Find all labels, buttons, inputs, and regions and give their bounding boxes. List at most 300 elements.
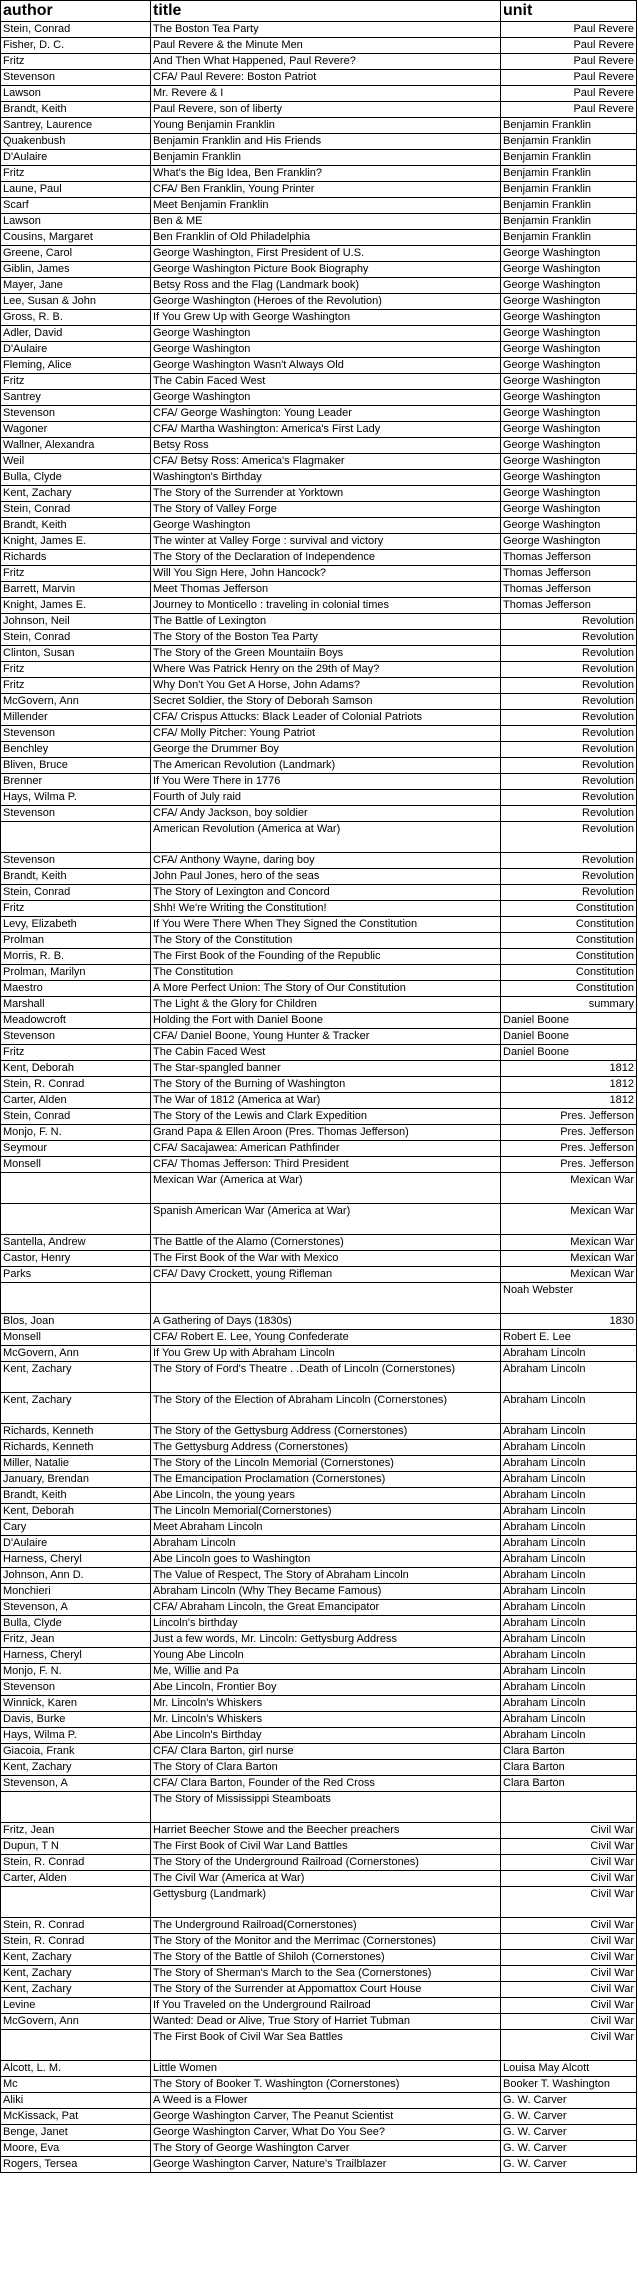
table-row[interactable] <box>1 1362 637 1393</box>
unit-cell[interactable]: Revolution <box>501 853 637 869</box>
table-row[interactable] <box>1 486 637 502</box>
title-cell[interactable]: George Washington <box>151 342 501 358</box>
author-cell[interactable] <box>1 1283 151 1314</box>
unit-cell[interactable]: George Washington <box>501 390 637 406</box>
table-row[interactable] <box>1 662 637 678</box>
title-cell[interactable]: The Star-spangled banner <box>151 1061 501 1077</box>
table-row[interactable] <box>1 438 637 454</box>
author-cell[interactable]: Cousins, Margaret <box>1 230 151 246</box>
author-cell[interactable]: Benge, Janet <box>1 2125 151 2141</box>
title-cell[interactable]: Where Was Patrick Henry on the 29th of May? <box>151 662 501 678</box>
table-row[interactable] <box>1 150 637 166</box>
title-cell[interactable]: The Story of the Underground Railroad (Cornerstones) <box>151 1855 501 1871</box>
title-cell[interactable]: CFA/ Clara Barton, girl nurse <box>151 1744 501 1760</box>
title-cell[interactable]: The Civil War (America at War) <box>151 1871 501 1887</box>
title-cell[interactable]: George Washington Wasn't Always Old <box>151 358 501 374</box>
table-row[interactable] <box>1 1045 637 1061</box>
table-row[interactable] <box>1 1664 637 1680</box>
title-cell[interactable]: Secret Soldier, the Story of Deborah Samson <box>151 694 501 710</box>
unit-cell[interactable]: Benjamin Franklin <box>501 134 637 150</box>
unit-cell[interactable]: George Washington <box>501 422 637 438</box>
title-cell[interactable]: Betsy Ross and the Flag (Landmark book) <box>151 278 501 294</box>
title-cell[interactable]: Paul Revere & the Minute Men <box>151 38 501 54</box>
table-row[interactable] <box>1 566 637 582</box>
table-row[interactable] <box>1 1792 637 1823</box>
title-cell[interactable]: The Cabin Faced West <box>151 374 501 390</box>
unit-cell[interactable]: Abraham Lincoln <box>501 1472 637 1488</box>
author-cell[interactable]: Wagoner <box>1 422 151 438</box>
title-cell[interactable]: The American Revolution (Landmark) <box>151 758 501 774</box>
author-cell[interactable]: Laune, Paul <box>1 182 151 198</box>
author-cell[interactable]: Morris, R. B. <box>1 949 151 965</box>
author-cell[interactable]: Stevenson, A <box>1 1776 151 1792</box>
author-cell[interactable]: Castor, Henry <box>1 1251 151 1267</box>
table-row[interactable] <box>1 1204 637 1235</box>
title-cell[interactable]: The Story of the Lincoln Memorial (Cornerstones) <box>151 1456 501 1472</box>
table-row[interactable] <box>1 1157 637 1173</box>
unit-cell[interactable]: summary <box>501 997 637 1013</box>
table-row[interactable] <box>1 885 637 901</box>
table-row[interactable] <box>1 1552 637 1568</box>
table-row[interactable] <box>1 406 637 422</box>
table-row[interactable] <box>1 678 637 694</box>
title-cell[interactable]: Why Don't You Get A Horse, John Adams? <box>151 678 501 694</box>
table-row[interactable] <box>1 2030 637 2061</box>
unit-cell[interactable]: Abraham Lincoln <box>501 1712 637 1728</box>
title-cell[interactable]: George the Drummer Boy <box>151 742 501 758</box>
unit-cell[interactable]: G. W. Carver <box>501 2141 637 2157</box>
unit-cell[interactable]: Thomas Jefferson <box>501 566 637 582</box>
title-cell[interactable]: Journey to Monticello : traveling in colonial times <box>151 598 501 614</box>
title-cell[interactable]: What's the Big Idea, Ben Franklin? <box>151 166 501 182</box>
title-cell[interactable]: The Story of the Constitution <box>151 933 501 949</box>
unit-cell[interactable]: George Washington <box>501 438 637 454</box>
table-row[interactable] <box>1 230 637 246</box>
title-cell[interactable]: CFA/ Molly Pitcher: Young Patriot <box>151 726 501 742</box>
title-cell[interactable]: The Story of Clara Barton <box>151 1760 501 1776</box>
title-cell[interactable]: Spanish American War (America at War) <box>151 1204 501 1235</box>
unit-cell[interactable]: Abraham Lincoln <box>501 1488 637 1504</box>
author-cell[interactable]: Brandt, Keith <box>1 1488 151 1504</box>
table-row[interactable] <box>1 933 637 949</box>
title-cell[interactable]: The War of 1812 (America at War) <box>151 1093 501 1109</box>
table-row[interactable] <box>1 198 637 214</box>
unit-cell[interactable]: George Washington <box>501 486 637 502</box>
author-cell[interactable]: Kent, Zachary <box>1 1966 151 1982</box>
author-cell[interactable]: Stevenson <box>1 853 151 869</box>
unit-cell[interactable]: George Washington <box>501 310 637 326</box>
unit-cell[interactable]: Revolution <box>501 630 637 646</box>
author-cell[interactable]: Fritz <box>1 1045 151 1061</box>
title-cell[interactable]: Grand Papa & Ellen Aroon (Pres. Thomas Jefferson) <box>151 1125 501 1141</box>
unit-cell[interactable]: Revolution <box>501 710 637 726</box>
title-cell[interactable]: A More Perfect Union: The Story of Our Constitution <box>151 981 501 997</box>
unit-cell[interactable]: Benjamin Franklin <box>501 166 637 182</box>
unit-cell[interactable]: Civil War <box>501 1934 637 1950</box>
unit-cell[interactable]: Abraham Lincoln <box>501 1664 637 1680</box>
author-cell[interactable]: Kent, Zachary <box>1 486 151 502</box>
table-row[interactable] <box>1 2093 637 2109</box>
unit-cell[interactable]: George Washington <box>501 326 637 342</box>
title-cell[interactable]: If You Grew Up with Abraham Lincoln <box>151 1346 501 1362</box>
author-cell[interactable]: Stevenson <box>1 70 151 86</box>
unit-cell[interactable]: Revolution <box>501 885 637 901</box>
author-cell[interactable]: Stein, R. Conrad <box>1 1855 151 1871</box>
table-row[interactable] <box>1 614 637 630</box>
title-cell[interactable]: Young Abe Lincoln <box>151 1648 501 1664</box>
title-cell[interactable]: George Washington <box>151 326 501 342</box>
author-cell[interactable]: January, Brendan <box>1 1472 151 1488</box>
author-cell[interactable]: Levy, Elizabeth <box>1 917 151 933</box>
author-cell[interactable]: Fritz <box>1 678 151 694</box>
title-cell[interactable]: A Gathering of Days (1830s) <box>151 1314 501 1330</box>
title-cell[interactable]: The Story of the Green Mountaiin Boys <box>151 646 501 662</box>
title-cell[interactable]: George Washington <box>151 390 501 406</box>
title-cell[interactable]: Little Women <box>151 2061 501 2077</box>
table-row[interactable] <box>1 1141 637 1157</box>
table-row[interactable] <box>1 1346 637 1362</box>
unit-cell[interactable]: Abraham Lincoln <box>501 1600 637 1616</box>
author-cell[interactable]: Johnson, Ann D. <box>1 1568 151 1584</box>
unit-cell[interactable]: Constitution <box>501 949 637 965</box>
table-row[interactable] <box>1 790 637 806</box>
author-cell[interactable]: Hays, Wilma P. <box>1 790 151 806</box>
title-cell[interactable]: And Then What Happened, Paul Revere? <box>151 54 501 70</box>
title-cell[interactable]: The Story of Sherman's March to the Sea (Cornerstones) <box>151 1966 501 1982</box>
unit-cell[interactable]: Paul Revere <box>501 86 637 102</box>
title-cell[interactable]: Ben Franklin of Old Philadelphia <box>151 230 501 246</box>
title-cell[interactable]: George Washington (Heroes of the Revolution) <box>151 294 501 310</box>
title-cell[interactable]: John Paul Jones, hero of the seas <box>151 869 501 885</box>
unit-cell[interactable] <box>501 1792 637 1823</box>
author-cell[interactable]: Kent, Deborah <box>1 1061 151 1077</box>
title-cell[interactable]: The Emancipation Proclamation (Cornerstones) <box>151 1472 501 1488</box>
title-cell[interactable]: Wanted: Dead or Alive, True Story of Harriet Tubman <box>151 2014 501 2030</box>
unit-cell[interactable]: George Washington <box>501 262 637 278</box>
title-cell[interactable]: George Washington <box>151 518 501 534</box>
title-cell[interactable]: The Battle of the Alamo (Cornerstones) <box>151 1235 501 1251</box>
author-cell[interactable]: Levine <box>1 1998 151 2014</box>
author-cell[interactable]: Stein, Conrad <box>1 1109 151 1125</box>
table-row[interactable] <box>1 1568 637 1584</box>
unit-cell[interactable]: G. W. Carver <box>501 2125 637 2141</box>
table-row[interactable] <box>1 22 637 38</box>
title-cell[interactable]: Meet Benjamin Franklin <box>151 198 501 214</box>
title-cell[interactable]: The Story of the Monitor and the Merrimac (Cornerstones) <box>151 1934 501 1950</box>
author-cell[interactable]: Mayer, Jane <box>1 278 151 294</box>
table-row[interactable] <box>1 1267 637 1283</box>
unit-cell[interactable]: Revolution <box>501 726 637 742</box>
author-cell[interactable]: Brandt, Keith <box>1 869 151 885</box>
unit-cell[interactable]: Daniel Boone <box>501 1045 637 1061</box>
title-cell[interactable]: The winter at Valley Forge : survival and victory <box>151 534 501 550</box>
unit-cell[interactable]: Pres. Jefferson <box>501 1109 637 1125</box>
author-cell[interactable]: McGovern, Ann <box>1 1346 151 1362</box>
unit-cell[interactable]: Civil War <box>501 1982 637 1998</box>
author-cell[interactable]: Carter, Alden <box>1 1871 151 1887</box>
author-cell[interactable]: Parks <box>1 1267 151 1283</box>
unit-cell[interactable]: George Washington <box>501 278 637 294</box>
author-cell[interactable]: Dupun, T N <box>1 1839 151 1855</box>
author-cell[interactable]: Stein, Conrad <box>1 885 151 901</box>
unit-cell[interactable]: Louisa May Alcott <box>501 2061 637 2077</box>
unit-cell[interactable]: Daniel Boone <box>501 1013 637 1029</box>
unit-cell[interactable]: Clara Barton <box>501 1760 637 1776</box>
table-row[interactable] <box>1 1855 637 1871</box>
table-row[interactable] <box>1 582 637 598</box>
author-cell[interactable]: Richards <box>1 550 151 566</box>
title-cell[interactable]: CFA/ Martha Washington: America's First Lady <box>151 422 501 438</box>
table-row[interactable] <box>1 1536 637 1552</box>
author-cell[interactable]: Miller, Natalie <box>1 1456 151 1472</box>
table-row[interactable] <box>1 1616 637 1632</box>
table-row[interactable] <box>1 70 637 86</box>
title-cell[interactable]: Abraham Lincoln <box>151 1536 501 1552</box>
table-row[interactable] <box>1 262 637 278</box>
table-row[interactable] <box>1 630 637 646</box>
author-cell[interactable]: Bulla, Clyde <box>1 470 151 486</box>
title-cell[interactable]: CFA/ Daniel Boone, Young Hunter & Tracker <box>151 1029 501 1045</box>
table-row[interactable] <box>1 1744 637 1760</box>
title-cell[interactable]: CFA/ Anthony Wayne, daring boy <box>151 853 501 869</box>
unit-cell[interactable]: Daniel Boone <box>501 1029 637 1045</box>
author-cell[interactable]: Fritz <box>1 374 151 390</box>
table-row[interactable] <box>1 1950 637 1966</box>
title-cell[interactable]: Ben & ME <box>151 214 501 230</box>
table-row[interactable] <box>1 1600 637 1616</box>
title-cell[interactable]: The Story of the Gettysburg Address (Cornerstones) <box>151 1424 501 1440</box>
title-cell[interactable]: CFA/ Robert E. Lee, Young Confederate <box>151 1330 501 1346</box>
unit-cell[interactable]: Abraham Lincoln <box>501 1568 637 1584</box>
author-cell[interactable]: Bliven, Bruce <box>1 758 151 774</box>
author-cell[interactable]: Blos, Joan <box>1 1314 151 1330</box>
table-row[interactable] <box>1 2061 637 2077</box>
unit-cell[interactable]: Paul Revere <box>501 22 637 38</box>
author-cell[interactable]: Marshall <box>1 997 151 1013</box>
author-cell[interactable]: Kent, Zachary <box>1 1760 151 1776</box>
unit-cell[interactable]: George Washington <box>501 470 637 486</box>
unit-cell[interactable]: Abraham Lincoln <box>501 1536 637 1552</box>
author-cell[interactable] <box>1 1887 151 1918</box>
table-row[interactable] <box>1 166 637 182</box>
author-cell[interactable]: Kent, Zachary <box>1 1393 151 1424</box>
unit-cell[interactable]: Abraham Lincoln <box>501 1696 637 1712</box>
unit-cell[interactable]: 1830 <box>501 1314 637 1330</box>
table-row[interactable] <box>1 1823 637 1839</box>
table-row[interactable] <box>1 917 637 933</box>
unit-cell[interactable]: Pres. Jefferson <box>501 1141 637 1157</box>
author-cell[interactable]: Mc <box>1 2077 151 2093</box>
table-row[interactable] <box>1 1061 637 1077</box>
table-row[interactable] <box>1 1584 637 1600</box>
author-cell[interactable]: Wallner, Alexandra <box>1 438 151 454</box>
author-cell[interactable]: Brenner <box>1 774 151 790</box>
author-cell[interactable]: Stevenson, A <box>1 1600 151 1616</box>
table-row[interactable] <box>1 310 637 326</box>
table-row[interactable] <box>1 1314 637 1330</box>
unit-column-header[interactable]: unit <box>501 1 637 22</box>
title-cell[interactable]: Paul Revere, son of liberty <box>151 102 501 118</box>
unit-cell[interactable]: Constitution <box>501 933 637 949</box>
author-cell[interactable]: Lee, Susan & John <box>1 294 151 310</box>
table-row[interactable] <box>1 182 637 198</box>
unit-cell[interactable]: Thomas Jefferson <box>501 598 637 614</box>
title-cell[interactable]: Abe Lincoln's Birthday <box>151 1728 501 1744</box>
unit-cell[interactable]: Clara Barton <box>501 1744 637 1760</box>
unit-cell[interactable]: Abraham Lincoln <box>501 1456 637 1472</box>
author-cell[interactable]: Kent, Zachary <box>1 1950 151 1966</box>
title-cell[interactable]: If You Traveled on the Underground Railroad <box>151 1998 501 2014</box>
author-cell[interactable]: Fritz, Jean <box>1 1823 151 1839</box>
title-cell[interactable]: Mr. Revere & I <box>151 86 501 102</box>
table-row[interactable] <box>1 374 637 390</box>
author-cell[interactable]: Alcott, L. M. <box>1 2061 151 2077</box>
unit-cell[interactable]: Abraham Lincoln <box>501 1424 637 1440</box>
unit-cell[interactable]: Paul Revere <box>501 70 637 86</box>
unit-cell[interactable]: G. W. Carver <box>501 2109 637 2125</box>
unit-cell[interactable]: Mexican War <box>501 1267 637 1283</box>
title-cell[interactable]: The Underground Railroad(Cornerstones) <box>151 1918 501 1934</box>
title-cell[interactable] <box>151 1283 501 1314</box>
author-cell[interactable]: Fritz <box>1 662 151 678</box>
unit-cell[interactable]: George Washington <box>501 502 637 518</box>
author-cell[interactable]: Kent, Zachary <box>1 1982 151 1998</box>
table-row[interactable] <box>1 1440 637 1456</box>
title-cell[interactable]: Washington's Birthday <box>151 470 501 486</box>
table-row[interactable] <box>1 1029 637 1045</box>
unit-cell[interactable]: George Washington <box>501 406 637 422</box>
unit-cell[interactable]: Abraham Lincoln <box>501 1393 637 1424</box>
author-cell[interactable]: Stein, R. Conrad <box>1 1077 151 1093</box>
table-row[interactable] <box>1 1776 637 1792</box>
author-cell[interactable]: Richards, Kenneth <box>1 1440 151 1456</box>
title-cell[interactable]: Mr. Lincoln's Whiskers <box>151 1712 501 1728</box>
author-cell[interactable]: Bulla, Clyde <box>1 1616 151 1632</box>
title-cell[interactable]: The Value of Respect, The Story of Abraham Lincoln <box>151 1568 501 1584</box>
unit-cell[interactable]: Paul Revere <box>501 54 637 70</box>
author-cell[interactable]: Knight, James E. <box>1 598 151 614</box>
table-row[interactable] <box>1 853 637 869</box>
table-row[interactable] <box>1 1966 637 1982</box>
title-cell[interactable]: The Story of Ford's Theatre . .Death of Lincoln (Cornerstones) <box>151 1362 501 1393</box>
title-cell[interactable]: If You Were There When They Signed the Constitution <box>151 917 501 933</box>
author-cell[interactable]: Stevenson <box>1 1029 151 1045</box>
unit-cell[interactable]: Revolution <box>501 646 637 662</box>
title-cell[interactable]: The Cabin Faced West <box>151 1045 501 1061</box>
title-cell[interactable]: Mr. Lincoln's Whiskers <box>151 1696 501 1712</box>
author-cell[interactable]: Hays, Wilma P. <box>1 1728 151 1744</box>
title-cell[interactable]: The Story of Mississippi Steamboats <box>151 1792 501 1823</box>
unit-cell[interactable]: Revolution <box>501 614 637 630</box>
unit-cell[interactable]: Revolution <box>501 662 637 678</box>
title-cell[interactable]: George Washington Carver, What Do You See? <box>151 2125 501 2141</box>
author-cell[interactable]: Fisher, D. C. <box>1 38 151 54</box>
unit-cell[interactable]: Abraham Lincoln <box>501 1648 637 1664</box>
author-cell[interactable]: Prolman, Marilyn <box>1 965 151 981</box>
table-row[interactable] <box>1 422 637 438</box>
table-row[interactable] <box>1 1173 637 1204</box>
unit-cell[interactable]: George Washington <box>501 534 637 550</box>
unit-cell[interactable]: Revolution <box>501 742 637 758</box>
author-cell[interactable]: Adler, David <box>1 326 151 342</box>
title-cell[interactable]: The First Book of Civil War Sea Battles <box>151 2030 501 2061</box>
title-cell[interactable]: If You Were There in 1776 <box>151 774 501 790</box>
unit-cell[interactable]: Clara Barton <box>501 1776 637 1792</box>
author-cell[interactable]: Gross, R. B. <box>1 310 151 326</box>
unit-cell[interactable]: Revolution <box>501 758 637 774</box>
title-cell[interactable]: Mexican War (America at War) <box>151 1173 501 1204</box>
unit-cell[interactable]: Civil War <box>501 1918 637 1934</box>
table-row[interactable] <box>1 358 637 374</box>
table-row[interactable] <box>1 502 637 518</box>
author-cell[interactable]: D'Aulaire <box>1 1536 151 1552</box>
unit-cell[interactable]: George Washington <box>501 342 637 358</box>
title-cell[interactable]: The Story of the Election of Abraham Lincoln (Cornerstones) <box>151 1393 501 1424</box>
title-cell[interactable]: The Story of the Boston Tea Party <box>151 630 501 646</box>
table-row[interactable] <box>1 534 637 550</box>
unit-cell[interactable]: Abraham Lincoln <box>501 1616 637 1632</box>
table-row[interactable] <box>1 1871 637 1887</box>
unit-cell[interactable]: George Washington <box>501 454 637 470</box>
unit-cell[interactable]: G. W. Carver <box>501 2157 637 2173</box>
title-cell[interactable]: George Washington Carver, Nature's Trailblazer <box>151 2157 501 2173</box>
author-cell[interactable]: Brandt, Keith <box>1 102 151 118</box>
unit-cell[interactable]: Revolution <box>501 822 637 853</box>
title-cell[interactable]: George Washington Picture Book Biography <box>151 262 501 278</box>
author-column-header[interactable]: author <box>1 1 151 22</box>
table-row[interactable] <box>1 997 637 1013</box>
table-row[interactable] <box>1 869 637 885</box>
author-cell[interactable]: Knight, James E. <box>1 534 151 550</box>
unit-cell[interactable]: Benjamin Franklin <box>501 198 637 214</box>
unit-cell[interactable]: Constitution <box>501 965 637 981</box>
title-cell[interactable]: CFA/ Crispus Attucks: Black Leader of Colonial Patriots <box>151 710 501 726</box>
unit-cell[interactable]: Abraham Lincoln <box>501 1504 637 1520</box>
title-cell[interactable]: Holding the Fort with Daniel Boone <box>151 1013 501 1029</box>
table-row[interactable] <box>1 1934 637 1950</box>
unit-cell[interactable]: Abraham Lincoln <box>501 1584 637 1600</box>
author-cell[interactable]: Clinton, Susan <box>1 646 151 662</box>
table-row[interactable] <box>1 1456 637 1472</box>
author-cell[interactable]: Millender <box>1 710 151 726</box>
unit-cell[interactable]: G. W. Carver <box>501 2093 637 2109</box>
title-cell[interactable]: The Battle of Lexington <box>151 614 501 630</box>
author-cell[interactable]: Moore, Eva <box>1 2141 151 2157</box>
unit-cell[interactable]: Civil War <box>501 1839 637 1855</box>
title-cell[interactable]: George Washington, First President of U.S. <box>151 246 501 262</box>
author-cell[interactable] <box>1 2030 151 2061</box>
title-cell[interactable]: CFA/ Clara Barton, Founder of the Red Cross <box>151 1776 501 1792</box>
author-cell[interactable]: Scarf <box>1 198 151 214</box>
title-cell[interactable]: Harriet Beecher Stowe and the Beecher preachers <box>151 1823 501 1839</box>
author-cell[interactable]: Monjo, F. N. <box>1 1664 151 1680</box>
author-cell[interactable]: Johnson, Neil <box>1 614 151 630</box>
title-cell[interactable]: Fourth of July raid <box>151 790 501 806</box>
title-cell[interactable]: CFA/ George Washington: Young Leader <box>151 406 501 422</box>
table-row[interactable] <box>1 1125 637 1141</box>
unit-cell[interactable]: Paul Revere <box>501 38 637 54</box>
table-row[interactable] <box>1 1918 637 1934</box>
table-row[interactable] <box>1 2077 637 2093</box>
author-cell[interactable]: McGovern, Ann <box>1 2014 151 2030</box>
unit-cell[interactable]: Civil War <box>501 1823 637 1839</box>
title-cell[interactable]: CFA/ Abraham Lincoln, the Great Emancipator <box>151 1600 501 1616</box>
title-cell[interactable]: Will You Sign Here, John Hancock? <box>151 566 501 582</box>
unit-cell[interactable]: Abraham Lincoln <box>501 1346 637 1362</box>
table-row[interactable] <box>1 1330 637 1346</box>
unit-cell[interactable]: Abraham Lincoln <box>501 1440 637 1456</box>
title-cell[interactable]: The First Book of the Founding of the Republic <box>151 949 501 965</box>
